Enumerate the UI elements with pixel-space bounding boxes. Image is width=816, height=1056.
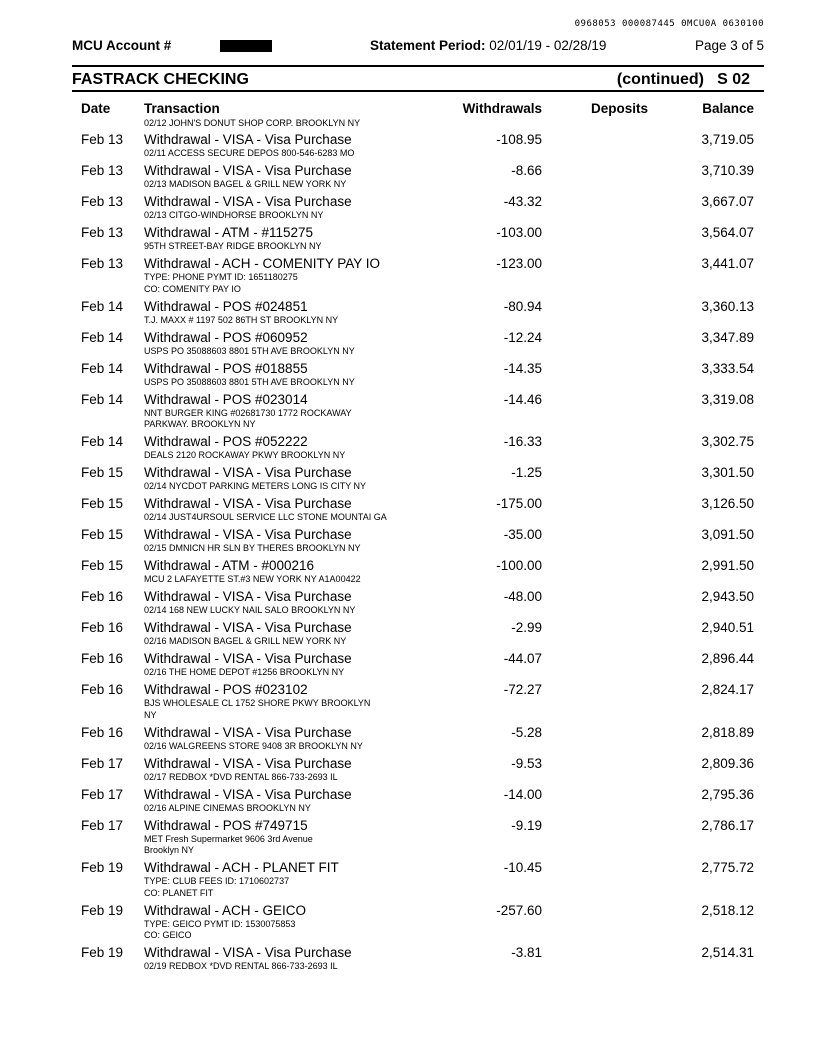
transaction-balance: 3,333.54 — [701, 360, 754, 376]
transaction-withdrawal: -72.27 — [503, 682, 542, 697]
transaction-balance: 3,667.07 — [701, 194, 754, 209]
transaction-date: Feb 17 — [81, 786, 124, 802]
transaction-balance: 3,302.75 — [701, 434, 754, 449]
transaction-balance: 2,824.17 — [701, 682, 754, 697]
transaction-date: Feb 14 — [81, 391, 124, 407]
column-deposits: Deposits — [590, 101, 648, 116]
transaction-withdrawal: -9.53 — [511, 755, 542, 771]
transaction-balance: 2,896.44 — [701, 651, 754, 666]
transaction-row — [72, 225, 764, 256]
transaction-balance: 2,940.51 — [701, 620, 754, 635]
transaction-description: Withdrawal - POS #024851 — [144, 298, 308, 314]
section-header — [72, 71, 764, 89]
transaction-balance: 3,564.07 — [701, 225, 754, 240]
transaction-withdrawal: -14.35 — [503, 360, 542, 376]
transaction-balance: 2,809.36 — [701, 755, 754, 771]
transaction-row — [72, 361, 764, 392]
transaction-description: Withdrawal - VISA - Visa Purchase — [144, 724, 352, 740]
transaction-description: Withdrawal - POS #749715 — [144, 817, 308, 833]
column-date: Date — [81, 101, 111, 116]
transaction-balance: 3,126.50 — [701, 496, 754, 511]
transaction-description: Withdrawal - POS #018855 — [144, 360, 308, 376]
transaction-details — [144, 803, 764, 818]
transaction-withdrawal: -108.95 — [496, 132, 542, 147]
transaction-details — [144, 512, 764, 527]
transaction-details — [144, 408, 764, 435]
transaction-detail-line: 02/13 MADISON BAGEL & GRILL NEW YORK NY — [144, 179, 347, 189]
transaction-details — [144, 574, 764, 589]
transaction-detail-line: CO: GEICO — [144, 930, 192, 940]
transaction-withdrawal: -9.19 — [511, 817, 542, 833]
transaction-balance: 3,091.50 — [701, 527, 754, 542]
transaction-detail-line: 02/19 REDBOX *DVD RENTAL 866-733-2693 IL — [144, 961, 338, 971]
transaction-details — [144, 272, 764, 299]
transaction-detail-line: DEALS 2120 ROCKAWAY PKWY BROOKLYN NY — [144, 450, 346, 460]
section-continued: (continued) — [616, 71, 704, 88]
transaction-detail-line: MET Fresh Supermarket 9606 3rd Avenue — [144, 833, 313, 844]
transaction-date: Feb 19 — [81, 945, 124, 960]
transaction-detail-line: T.J. MAXX # 1197 502 86TH ST BROOKLYN NY — [144, 314, 339, 325]
transaction-detail-line: Brooklyn NY — [144, 845, 195, 855]
section-title: FASTRACK CHECKING — [72, 71, 249, 88]
transaction-balance: 3,441.07 — [701, 256, 754, 271]
transaction-date: Feb 15 — [81, 496, 124, 511]
transaction-details — [144, 919, 764, 946]
transaction-detail-line: MCU 2 LAFAYETTE ST.#3 NEW YORK NY A1A00422 — [144, 574, 361, 584]
transaction-withdrawal: -1.25 — [511, 465, 542, 480]
transaction-description: Withdrawal - POS #052222 — [144, 434, 308, 449]
transaction-date: Feb 15 — [81, 527, 124, 542]
transaction-balance: 3,360.13 — [701, 298, 754, 314]
transaction-row — [72, 132, 764, 163]
transaction-details — [144, 636, 764, 651]
transaction-balance: 2,514.31 — [701, 945, 754, 960]
transaction-detail-line: TYPE: CLUB FEES ID: 1710602737 — [144, 876, 290, 886]
transaction-date: Feb 16 — [81, 620, 124, 635]
transaction-details — [144, 961, 764, 976]
transaction-details — [144, 377, 764, 392]
account-label: MCU Account # — [72, 38, 172, 53]
transaction-row — [72, 682, 764, 725]
column-transaction: Transaction — [144, 101, 220, 116]
transaction-detail-line: 02/15 DMNICN HR SLN BY THERES BROOKLYN NY — [144, 543, 361, 553]
transaction-description: Withdrawal - VISA - Visa Purchase — [144, 496, 352, 511]
transaction-balance: 2,991.50 — [701, 558, 754, 573]
section-code: S 02 — [717, 71, 750, 88]
transaction-balance: 2,786.17 — [701, 817, 754, 833]
transaction-description: Withdrawal - VISA - Visa Purchase — [144, 163, 352, 178]
transaction-date: Feb 16 — [81, 724, 124, 740]
transaction-withdrawal: -257.60 — [496, 902, 542, 918]
transaction-date: Feb 17 — [81, 817, 124, 833]
transaction-detail-line: 02/16 THE HOME DEPOT #1256 BROOKLYN NY — [144, 667, 345, 677]
transaction-date: Feb 16 — [81, 589, 124, 604]
transaction-withdrawal: -8.66 — [511, 163, 542, 178]
transaction-date: Feb 16 — [81, 682, 124, 697]
transaction-description: Withdrawal - ACH - GEICO — [144, 902, 307, 918]
transaction-withdrawal: -100.00 — [496, 558, 542, 573]
transaction-row — [72, 787, 764, 818]
transaction-detail-line: 02/17 REDBOX *DVD RENTAL 866-733-2693 IL — [144, 771, 338, 782]
transaction-detail-line: 02/13 CITGO-WINDHORSE BROOKLYN NY — [144, 210, 324, 220]
transaction-withdrawal: -175.00 — [496, 496, 542, 511]
transaction-details — [144, 210, 764, 225]
transaction-withdrawal: -14.46 — [503, 391, 542, 407]
transaction-description: Withdrawal - VISA - Visa Purchase — [144, 945, 352, 960]
transaction-date: Feb 13 — [81, 256, 124, 271]
transaction-row — [72, 725, 764, 756]
transaction-date: Feb 13 — [81, 225, 124, 240]
transaction-details — [144, 741, 764, 756]
transaction-withdrawal: -5.28 — [511, 724, 542, 740]
transaction-details — [144, 450, 764, 465]
transaction-details — [144, 698, 764, 725]
transaction-description: Withdrawal - VISA - Visa Purchase — [144, 527, 352, 542]
transaction-detail-line: 95TH STREET-BAY RIDGE BROOKLYN NY — [144, 241, 322, 251]
transaction-date: Feb 14 — [81, 360, 124, 376]
transaction-row — [72, 465, 764, 496]
transaction-detail-line: 02/16 ALPINE CINEMAS BROOKLYN NY — [144, 802, 311, 813]
transaction-withdrawal: -3.81 — [511, 945, 542, 960]
transaction-details — [144, 315, 764, 330]
transaction-date: Feb 16 — [81, 651, 124, 666]
transaction-balance: 2,943.50 — [701, 589, 754, 604]
transaction-description: Withdrawal - POS #060952 — [144, 329, 308, 345]
transaction-withdrawal: -48.00 — [503, 589, 542, 604]
transaction-description: Withdrawal - POS #023102 — [144, 682, 308, 697]
transaction-date: Feb 17 — [81, 755, 124, 771]
page-number: Page 3 of 5 — [694, 38, 764, 53]
header-divider — [72, 65, 764, 67]
transaction-withdrawal: -2.99 — [511, 620, 542, 635]
transaction-date: Feb 13 — [81, 163, 124, 178]
transaction-detail-line: 02/16 WALGREENS STORE 9408 3R BROOKLYN NY — [144, 740, 363, 751]
transaction-detail-line: USPS PO 35088603 8801 5TH AVE BROOKLYN NY — [144, 345, 355, 356]
transaction-date: Feb 15 — [81, 465, 124, 480]
transaction-description: Withdrawal - ATM - #115275 — [144, 225, 314, 240]
transaction-details — [144, 481, 764, 496]
transaction-details — [144, 772, 764, 787]
transaction-withdrawal: -14.00 — [503, 786, 542, 802]
transaction-details — [144, 241, 764, 256]
transaction-date: Feb 14 — [81, 329, 124, 345]
transaction-details — [144, 148, 764, 163]
transaction-row — [72, 299, 764, 330]
transaction-detail-line: 02/14 NYCDOT PARKING METERS LONG IS CITY NY — [144, 481, 367, 491]
transaction-detail-line: TYPE: GEICO PYMT ID: 1530075853 — [144, 918, 296, 929]
transaction-row — [72, 589, 764, 620]
transaction-balance: 2,518.12 — [701, 902, 754, 918]
transaction-date: Feb 14 — [81, 434, 124, 449]
transaction-date: Feb 19 — [81, 860, 124, 875]
transaction-description: Withdrawal - ACH - COMENITY PAY IO — [144, 256, 381, 271]
transaction-description: Withdrawal - VISA - Visa Purchase — [144, 755, 352, 771]
transaction-balance: 3,347.89 — [701, 329, 754, 345]
transaction-detail-line: 02/16 MADISON BAGEL & GRILL NEW YORK NY — [144, 636, 347, 646]
transaction-description: Withdrawal - ACH - PLANET FIT — [144, 860, 339, 875]
transaction-date: Feb 13 — [81, 132, 124, 147]
transaction-balance: 2,795.36 — [701, 786, 754, 802]
transaction-withdrawal: -103.00 — [496, 225, 542, 240]
transaction-description: Withdrawal - ATM - #000216 — [144, 558, 315, 573]
transaction-row — [72, 903, 764, 946]
transaction-row — [72, 496, 764, 527]
transaction-row — [72, 527, 764, 558]
transaction-withdrawal: -16.33 — [503, 434, 542, 449]
transaction-row — [72, 860, 764, 903]
redacted-account-number — [220, 40, 272, 52]
transaction-detail-line: 02/14 JUST4URSOUL SERVICE LLC STONE MOUNTAI GA — [144, 512, 387, 522]
transaction-details — [144, 346, 764, 361]
transaction-balance: 2,775.72 — [701, 860, 754, 875]
transaction-description: Withdrawal - POS #023014 — [144, 391, 308, 407]
transaction-description: Withdrawal - VISA - Visa Purchase — [144, 620, 352, 635]
transaction-date: Feb 13 — [81, 194, 124, 209]
transaction-details — [144, 179, 764, 194]
transaction-row — [72, 330, 764, 361]
transaction-description: Withdrawal - VISA - Visa Purchase — [144, 465, 352, 480]
transaction-row — [72, 620, 764, 651]
transaction-row — [72, 651, 764, 682]
period-value: 02/01/19 - 02/28/19 — [489, 38, 607, 53]
transaction-list — [72, 132, 764, 976]
transaction-withdrawal: -43.32 — [503, 194, 542, 209]
transaction-description: Withdrawal - VISA - Visa Purchase — [144, 786, 352, 802]
transaction-row — [72, 756, 764, 787]
transaction-detail-line: 02/11 ACCESS SECURE DEPOS 800-546-6283 MO — [144, 148, 355, 158]
transaction-withdrawal: -44.07 — [503, 651, 542, 666]
transaction-row — [72, 434, 764, 465]
transaction-withdrawal: -10.45 — [503, 860, 542, 875]
transaction-details — [144, 605, 764, 620]
transaction-detail-line: CO: COMENITY PAY IO — [144, 283, 241, 294]
transaction-detail-line: BJS WHOLESALE CL 1752 SHORE PKWY BROOKLYN — [144, 698, 371, 708]
transaction-balance: 3,301.50 — [701, 465, 754, 480]
transaction-date: Feb 15 — [81, 558, 124, 573]
column-balance: Balance — [702, 101, 754, 116]
transaction-row — [72, 163, 764, 194]
transaction-description: Withdrawal - VISA - Visa Purchase — [144, 589, 352, 604]
transaction-date: Feb 19 — [81, 902, 124, 918]
transaction-detail-line: 02/14 168 NEW LUCKY NAIL SALO BROOKLYN NY — [144, 605, 356, 615]
transaction-balance: 2,818.89 — [701, 724, 754, 740]
transaction-description: Withdrawal - VISA - Visa Purchase — [144, 651, 352, 666]
statement-period — [370, 38, 606, 53]
transaction-withdrawal: -12.24 — [503, 329, 542, 345]
transaction-withdrawal: -80.94 — [503, 298, 542, 314]
transaction-row — [72, 194, 764, 225]
transaction-detail-line: USPS PO 35088603 8801 5TH AVE BROOKLYN NY — [144, 376, 355, 387]
transaction-detail-line: TYPE: PHONE PYMT ID: 1651180275 — [144, 272, 298, 282]
transaction-description: Withdrawal - VISA - Visa Purchase — [144, 132, 352, 147]
transaction-row — [72, 945, 764, 976]
transaction-balance: 3,719.05 — [701, 132, 754, 147]
transaction-balance: 3,710.39 — [701, 163, 754, 178]
transaction-details — [144, 667, 764, 682]
transaction-row — [72, 392, 764, 435]
transaction-detail-line: NY — [144, 709, 157, 720]
period-label: Statement Period: — [370, 38, 486, 53]
transaction-details — [144, 543, 764, 558]
transaction-details — [144, 834, 764, 861]
transaction-balance: 3,319.08 — [701, 391, 754, 407]
transaction-row — [72, 256, 764, 299]
column-withdrawals: Withdrawals — [462, 101, 542, 116]
section-divider — [72, 90, 764, 92]
transaction-row — [72, 818, 764, 861]
document-code: 0968053 000087445 0MCU0A 0630100 — [574, 19, 764, 29]
transaction-withdrawal: -123.00 — [496, 256, 542, 271]
transaction-date: Feb 14 — [81, 298, 124, 314]
transaction-details — [144, 876, 764, 903]
transaction-withdrawal: -35.00 — [503, 527, 542, 542]
transaction-description: Withdrawal - VISA - Visa Purchase — [144, 194, 352, 209]
transaction-detail-line: PARKWAY. BROOKLYN NY — [144, 419, 256, 429]
transaction-row — [72, 558, 764, 589]
statement-header — [72, 38, 764, 54]
column-headers — [72, 101, 764, 117]
transaction-detail-line: NNT BURGER KING #02681730 1772 ROCKAWAY — [144, 407, 352, 418]
transaction-detail-line: CO: PLANET FIT — [144, 887, 214, 898]
carryover-detail: 02/12 JOHN'S DONUT SHOP CORP. BROOKLYN NY — [144, 118, 361, 128]
